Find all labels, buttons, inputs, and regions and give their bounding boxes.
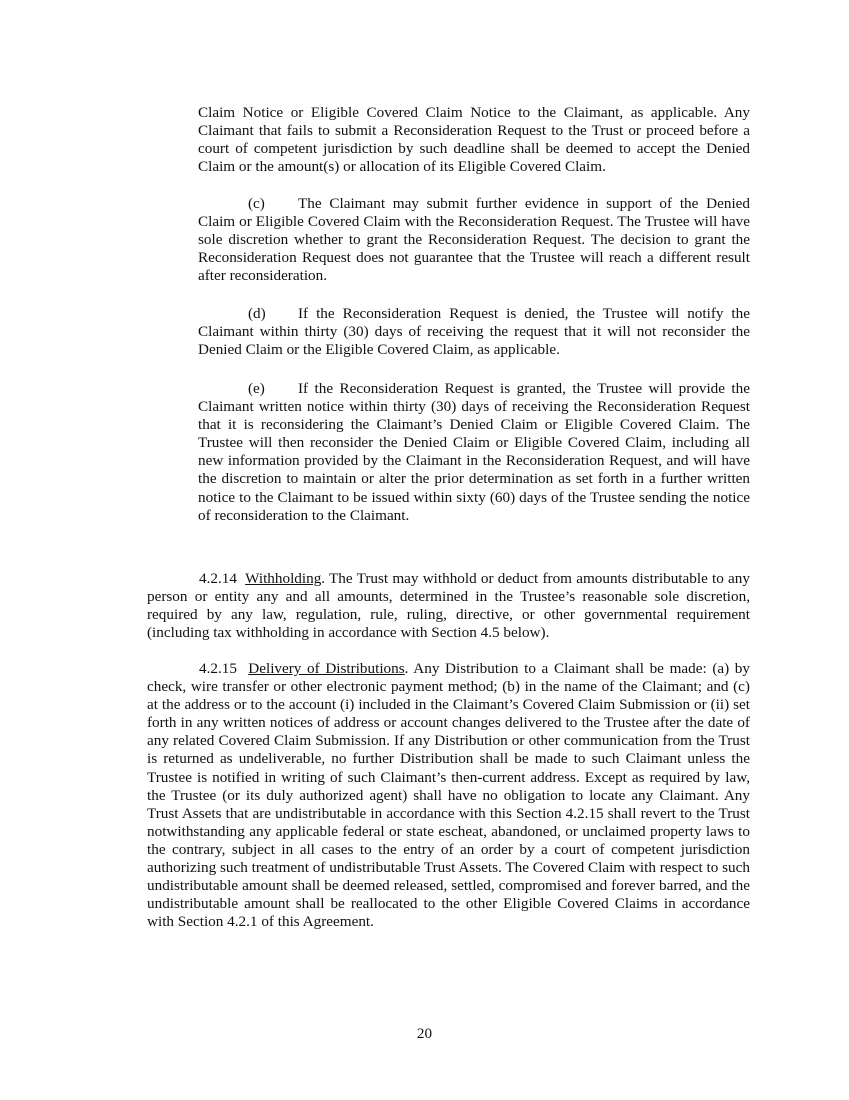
paragraph-d	[198, 305, 750, 359]
paragraph-label: (c)	[248, 195, 265, 212]
section-number: 4.2.15	[199, 660, 237, 677]
section-heading: Delivery of Distributions	[248, 660, 405, 677]
section-4-2-15	[147, 660, 750, 931]
section-text: . The Trust may withhold or deduct from amounts distributable to any person or entity any and all amounts, determined in the Trustee’s reasonable sole discretion, required by any law, regulation, rule, ruling, directive, or other governmental requirement (including tax withholding in accordance with Section 4.5 below).	[147, 570, 750, 642]
page-number: 20	[416, 1025, 433, 1042]
paragraph-continuation	[198, 104, 750, 176]
section-4-2-14	[147, 570, 750, 642]
paragraph-text: Claim Notice or Eligible Covered Claim Notice to the Claimant, as applicable. Any Claimant that fails to submit a Reconsideration Request to the Trust or proceed before a court of competent jurisdiction by such deadline shall be deemed to accept the Denied Claim or the amount(s) or allocation of its Eligible Covered Claim.	[198, 104, 750, 176]
section-text: . Any Distribution to a Claimant shall be made: (a) by check, wire transfer or other electronic payment method; (b) in the name of the Claimant; and (c) at the address or to the account (i) included in the Claimant’s Covered Claim Submission or (ii) set forth in any written notices of address or account changes delivered to the Trustee after the date of any related Covered Claim Submission. If any Distribution or other communication from the Trust is returned as undeliverable, no further Distribution shall be made to such Claimant unless the Trustee is notified in writing of such Claimant’s then-current address. Except as required by law, the Trustee (or its duly authorized agent) shall have no obligation to locate any Claimant. Any Trust Assets that are undistributable in accordance with this Section 4.2.15 shall revert to the Trust notwithstanding any applicable federal or state escheat, abandoned, or unclaimed property laws to the contrary, subject in all cases to the entry of an order by a court of competent jurisdiction authorizing such treatment of undistributable Trust Assets. The Covered Claim with respect to such undistributable amount shall be deemed released, settled, compromised and forever barred, and the undistributable amount shall be reallocated to the other Eligible Covered Claims in accordance with Section 4.2.1 of this Agreement.	[147, 660, 750, 931]
paragraph-label: (d)	[248, 305, 266, 322]
paragraph-label: (e)	[248, 380, 265, 397]
paragraph-text: If the Reconsideration Request is granted, the Trustee will provide the Claimant written notice within thirty (30) days of receiving the Reconsideration Request that it is reconsidering the Claimant’s Denied Claim or Eligible Covered Claim. The Trustee will then reconsider the Denied Claim or Eligible Covered Claim, including all new information provided by the Claimant in the Reconsideration Request, and will have the discretion to maintain or alter the prior determination as set forth in a further written notice to the Claimant to be issued within sixty (60) days of the Trustee sending the notice of reconsideration to the Claimant.	[198, 380, 750, 524]
section-heading: Withholding	[245, 570, 322, 587]
paragraph-c	[198, 195, 750, 285]
section-number: 4.2.14	[199, 570, 237, 587]
paragraph-text: The Claimant may submit further evidence in support of the Denied Claim or Eligible Covered Claim with the Reconsideration Request. The Trustee will have sole discretion whether to grant the Reconsideration Request. The decision to grant the Reconsideration Request does not guarantee that the Trustee will reach a different result after reconsideration.	[198, 195, 750, 285]
paragraph-text: If the Reconsideration Request is denied, the Trustee will notify the Claimant within thirty (30) days of receiving the request that it will not reconsider the Denied Claim or the Eligible Covered Claim, as applicable.	[198, 305, 750, 359]
paragraph-e	[198, 380, 750, 525]
